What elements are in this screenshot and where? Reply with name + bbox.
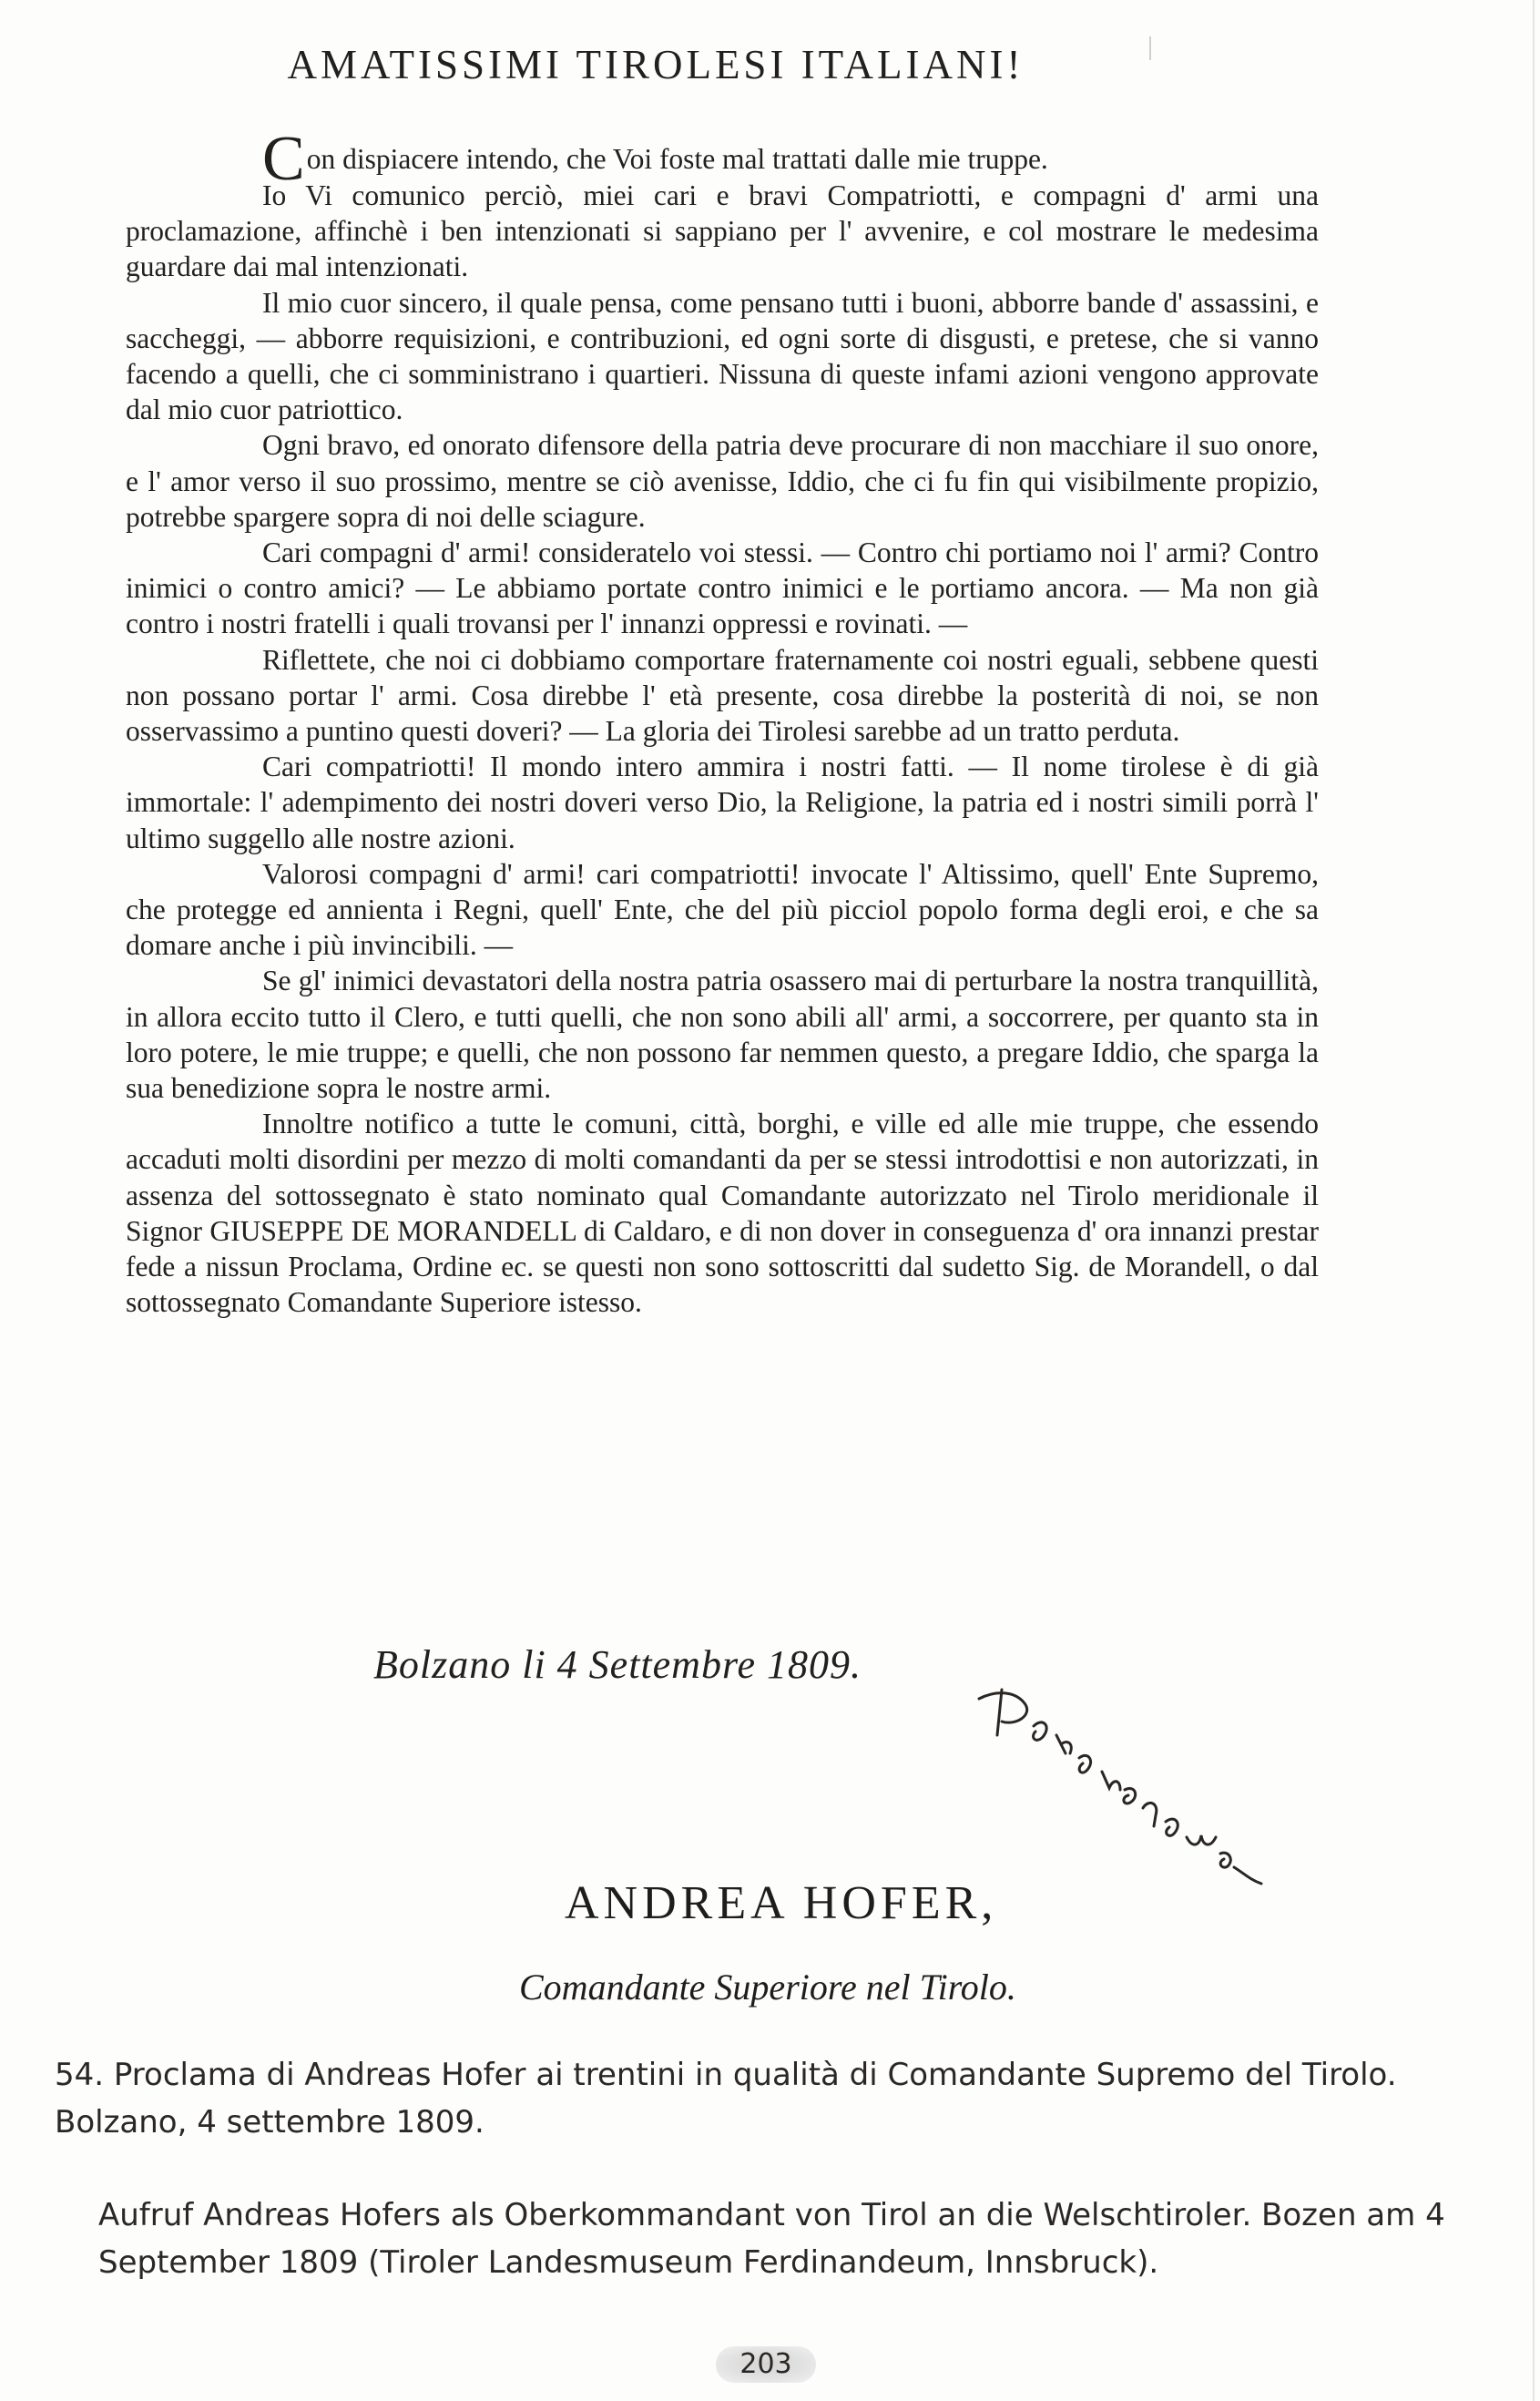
drop-cap: C: [262, 124, 305, 194]
caption-italian: 54. Proclama di Andreas Hofer ai trentini in qualità di Comandante Supremo del Tirolo. Bolzano, 4 settembre 1809.: [55, 2057, 1397, 2140]
signer-name: ANDREA HOFER,: [565, 1877, 998, 1929]
place-date: Bolzano li 4 Settembre 1809.: [373, 1642, 862, 1687]
paragraph: Se gl' inimici devastatori della nostra patria osassero mai di perturbare la nostra tranquillità, in allora eccito tutto il Clero, e tutti quelli, che non sono abili all' armi, a soccorrere, per quanto sta in loro potere, le mie truppe; e quelli, che non possono far nemmen questo, a pregare Iddio, che sparga la sua benedizione sopra le nostre armi.: [126, 965, 1319, 1105]
paragraph: Io Vi comunico perciò, miei cari e bravi Compatriotti, e compagni d' armi una proclamazione, affinchè i ben intenzionati si sappiano per l' avvenire, e col mostrare le medesima guardare dai mal intenzionati.: [126, 179, 1319, 283]
caption-german: Aufruf Andreas Hofers als Oberkommandant von Tirol an die Welschtiroler. Bozen am 4 September 1809 (Tiroler Landesmuseum Ferdinandeum, Innsbruck).: [98, 2197, 1445, 2281]
paragraph: Cari compatriotti! Il mondo intero ammira i nostri fatti. — Il nome tirolese è di già immortale: l' adempimento dei nostri doveri verso Dio, la Religione, la patria ed i nostri simili porrà l' ultimo suggello alle nostre azioni.: [126, 751, 1319, 854]
proclamation-body: [126, 124, 1319, 1321]
paragraph: Cari compagni d' armi! consideratelo voi stessi. — Contro chi portiamo noi l' armi? Contro inimici o contro amici? — Le abbiamo portate contro inimici e le portiamo ancora. — Ma non già contro i nostri fratelli i quali trovansi per l' innanzi oppressi e rovinati. —: [126, 536, 1319, 640]
paragraph: [126, 124, 1319, 194]
figure-caption: [55, 2051, 1530, 2286]
paragraph: Ogni bravo, ed onorato difensore della patria deve procurare di non macchiare il suo onore, e l' amor verso il suo prossimo, mentre se ciò avenisse, Iddio, che ci fu fin qui visibilmente propizio, potrebbe spargere sopra di noi delle sciagure.: [126, 429, 1319, 533]
signature-stamp-icon: [961, 1671, 1289, 1908]
paragraph: Innoltre notifico a tutte le comuni, città, borghi, e ville ed alle mie truppe, che essendo accaduti molti disordini per mezzo di molti comandanti da per se stessi introdottisi e non autorizzati, in assenza del sottossegnato è stato nominato qual Comandante autorizzato nel Tirolo meridionale il Signor GIUSEPPE DE MORANDELL di Caldaro, e di non dover in conseguenza d' ora innanzi prestar fede a nissun Proclama, Ordine ec. se questi non sono sottoscritti dal sudetto Sig. de Morandell, o dal sottossegnato Comandante Superiore istesso.: [126, 1108, 1319, 1319]
signer-title: Comandante Superiore nel Tirolo.: [519, 1967, 1016, 2008]
paragraph: Riflettete, che noi ci dobbiamo comportare fraternamente coi nostri eguali, sebbene questi non possano portar l' armi. Cosa direbbe l' età presente, cosa direbbe la posterità di noi, se non osservassimo a puntino questi doveri? — La gloria dei Tirolesi sarebbe ad un tratto perduta.: [126, 643, 1319, 748]
handwritten-signature: [961, 1671, 1289, 1908]
paragraph: Il mio cuor sincero, il quale pensa, come pensano tutti i buoni, abborre bande d' assassini, e saccheggi, — abborre requisizioni, e contribuzioni, ed ogni sorte di disgusti, e pretese, che si vanno facendo a quelli, che ci somministrano i quartieri. Nissuna di queste infami azioni vengono approvate dal mio cuor patriottico.: [126, 286, 1319, 426]
paragraph: Valorosi compagni d' armi! cari compatriotti! invocate l' Altissimo, quell' Ente Supremo, che protegge ed annienta i Regni, quell' Ente, che del più picciol popolo forma degli eroi, e che sa domare anche i più invincibili. —: [126, 857, 1319, 962]
proclamation-heading: AMATISSIMI TIROLESI ITALIANI!: [287, 42, 1025, 87]
page-number: 203: [716, 2346, 816, 2383]
paragraph-text: on dispiacere intendo, che Voi foste mal trattati dalle mie truppe.: [306, 143, 1048, 175]
page-edge-line: [1533, 0, 1535, 2401]
